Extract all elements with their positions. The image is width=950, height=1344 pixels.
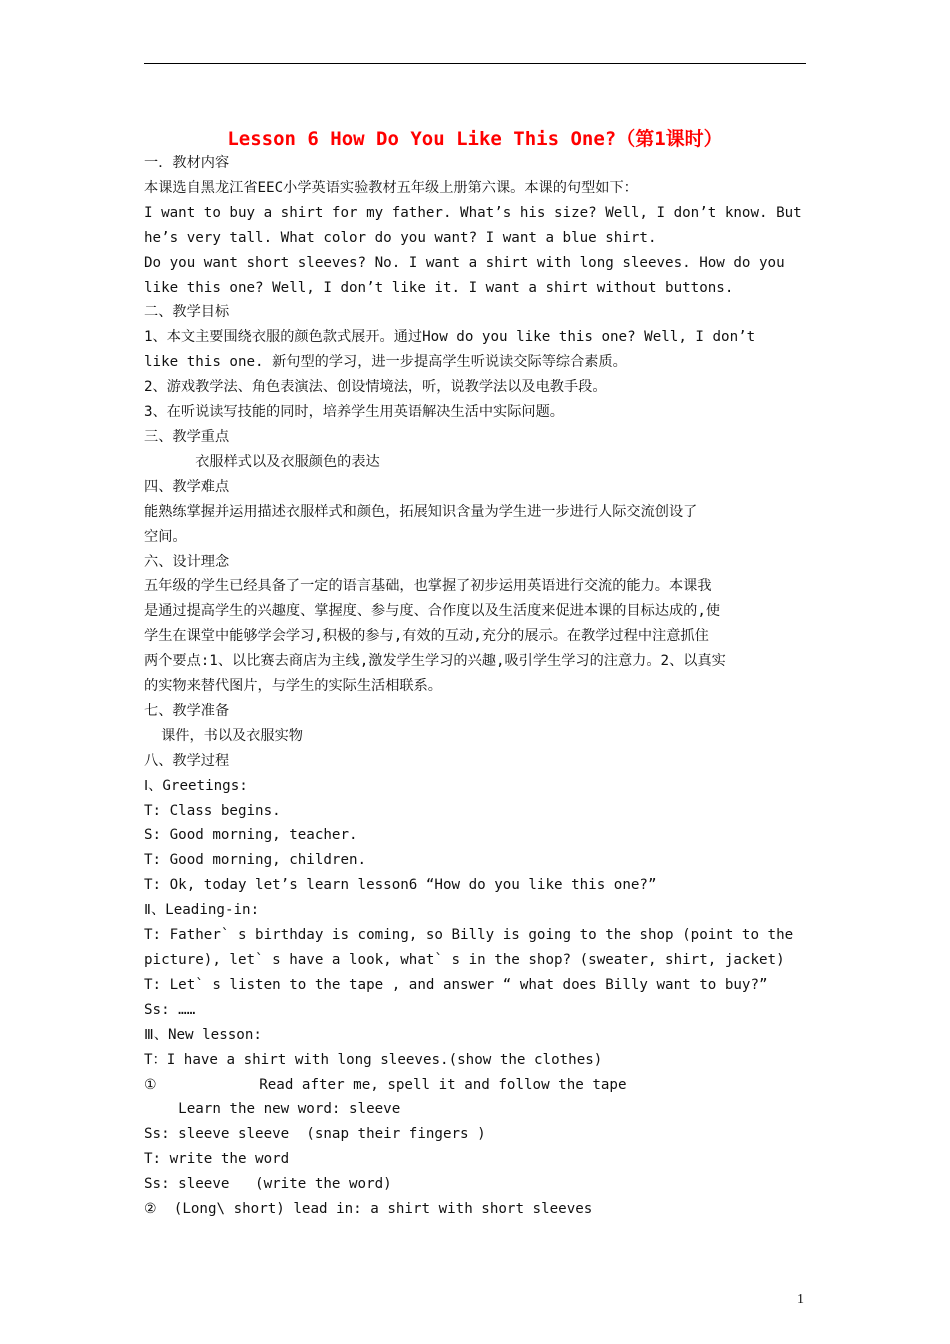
text-line: Ⅲ、New lesson: (144, 1026, 262, 1043)
text-line: 三、教学重点 (144, 428, 230, 445)
text-line: 空间。 (144, 528, 187, 545)
text-line: 2、游戏教学法、角色表演法、创设情境法，听，说教学法以及电教手段。 (144, 379, 607, 396)
text-line: 衣服样式以及衣服颜色的表达 (144, 453, 380, 470)
document-body (144, 151, 806, 1222)
text-line: Ss: sleeve (write the word) (144, 1176, 392, 1193)
text-line: 能熟练掌握并运用描述衣服样式和颜色，拓展知识含量为学生进一步进行人际交流创设了 (144, 503, 698, 520)
text-line: like this one. 新句型的学习，进一步提高学生听说读交际等综合素质。 (144, 354, 627, 371)
text-line: 四、教学难点 (144, 478, 230, 495)
text-line: T: Ok, today let’s learn lesson6 “How do you like this one?” (144, 877, 657, 894)
text-line: like this one? Well, I don’t like it. I want a shirt without buttons. (144, 279, 734, 296)
page-number: 1 (797, 1292, 804, 1307)
text-line: 本课选自黑龙江省EEC小学英语实验教材五年级上册第六课。本课的句型如下： (144, 179, 638, 196)
text-line: T：I have a shirt with long sleeves.(show the clothes) (144, 1051, 603, 1068)
text-line: 的实物来替代图片，与学生的实际生活相联系。 (144, 678, 442, 695)
text-line: 学生在课堂中能够学会学习,积极的参与,有效的互动,充分的展示。在教学过程中注意抓住 (144, 628, 709, 645)
text-line: 五年级的学生已经具备了一定的语言基础，也掌握了初步运用英语进行交流的能力。本课我 (144, 578, 712, 595)
text-line: ② (Long\ short) lead in: a shirt with short sleeves (144, 1201, 593, 1218)
text-line: Learn the new word: sleeve (144, 1101, 401, 1118)
text-line: 两个要点:1、以比赛去商店为主线,激发学生学习的兴趣,吸引学生学习的注意力。2、以真实 (144, 653, 726, 670)
text-line: T: write the word (144, 1151, 290, 1168)
lesson-title: Lesson 6 How Do You Like This One?（第1课时） (227, 128, 723, 150)
text-line: 八、教学过程 (144, 752, 230, 769)
text-line: 二、教学目标 (144, 304, 230, 321)
text-line: 1、本文主要围绕衣服的颜色款式展开。通过How do you like this one? Well, I don’t (144, 329, 756, 346)
text-line: 七、教学准备 (144, 702, 230, 719)
text-line: T: Class begins. (144, 802, 281, 819)
text-line: 3、在听说读写技能的同时，培养学生用英语解决生活中实际问题。 (144, 404, 564, 421)
text-line: picture), let` s have a look, what` s in the shop? (sweater, shirt, jacket) (144, 952, 785, 968)
text-line: Do you want short sleeves? No. I want a shirt with long sleeves. How do you (144, 254, 785, 271)
text-line: Ⅰ、Greetings: (144, 777, 248, 794)
text-line: Ⅱ、Leading-in: (144, 902, 260, 919)
text-line: Ss: …… (144, 1001, 196, 1018)
text-line: 一．教材内容 (144, 155, 230, 171)
text-line: T: Father` s birthday is coming, so Billy is going to the shop (point to the (144, 927, 794, 944)
text-line: 是通过提高学生的兴趣度、掌握度、参与度、合作度以及生活度来促进本课的目标达成的,使 (144, 603, 721, 620)
text-line: he’s very tall. What color do you want? I want a blue shirt. (144, 229, 657, 246)
text-line: Ss: sleeve sleeve (snap their fingers ) (144, 1126, 486, 1143)
text-line: T: Good morning, children. (144, 852, 367, 869)
text-line: 课件，书以及衣服实物 (144, 727, 303, 744)
text-line: I want to buy a shirt for my father. What’s his size? Well, I don’t know. But (144, 204, 802, 221)
text-line: T: Let` s listen to the tape , and answer “ what does Billy want to buy?” (144, 976, 768, 993)
text-line: 六、设计理念 (144, 553, 230, 570)
header-rule (144, 63, 806, 64)
text-line: ① Read after me, spell it and follow the tape (144, 1076, 627, 1093)
text-line: S: Good morning, teacher. (144, 827, 358, 844)
